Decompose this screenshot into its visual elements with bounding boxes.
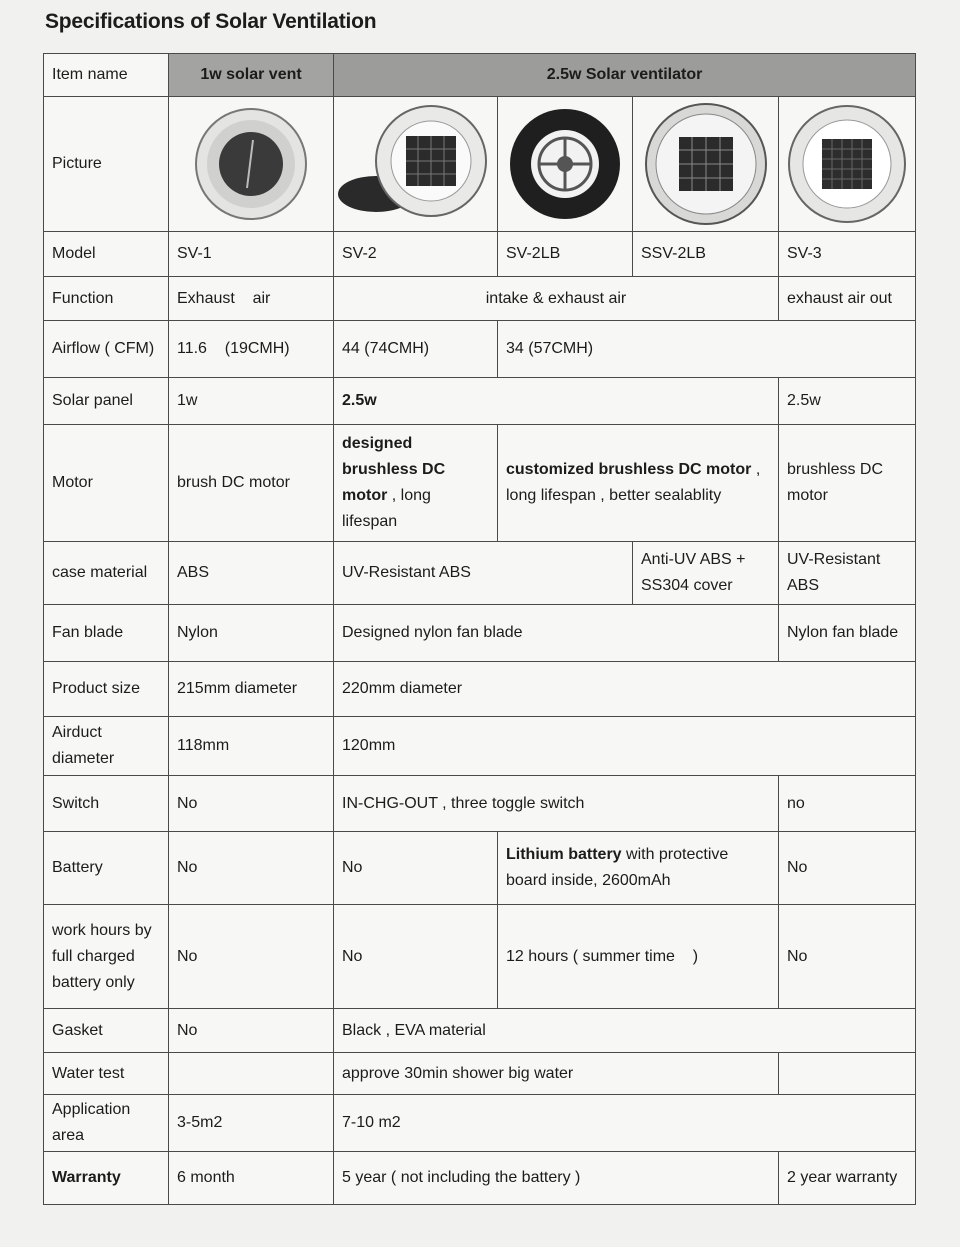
model-sv2lb: SV-2LB (498, 232, 633, 277)
warranty-sv1: 6 month (169, 1152, 334, 1205)
fan-blade-sv3: Nylon fan blade (779, 605, 916, 662)
item-name-label: Item name (44, 54, 169, 97)
water-test-mid: approve 30min shower big water (334, 1053, 779, 1095)
case-material-sv3: UV-Resistant ABS (779, 542, 916, 605)
solar-panel-row (44, 378, 916, 425)
gasket-sv1: No (169, 1009, 334, 1053)
motor-lb-rest: , long lifespan , better sealablity (506, 461, 761, 504)
fan-blade-sv1: Nylon (169, 605, 334, 662)
fan-blade-label: Fan blade (44, 605, 169, 662)
battery-sv2: No (334, 832, 498, 905)
switch-sv1: No (169, 776, 334, 832)
solar-panel-sv1: 1w (169, 378, 334, 425)
spec-table (43, 53, 916, 1205)
gasket-rest: Black , EVA material (334, 1009, 916, 1053)
application-area-label: Application area (44, 1095, 169, 1152)
sv2lb-vent-image (505, 104, 625, 224)
case-material-label: case material (44, 542, 169, 605)
battery-sv3: No (779, 832, 916, 905)
motor-row (44, 425, 916, 542)
product-size-sv1: 215mm diameter (169, 662, 334, 717)
switch-label: Switch (44, 776, 169, 832)
sv3-vent-image (785, 102, 910, 227)
case-material-row (44, 542, 916, 605)
function-sv3: exhaust air out (779, 277, 916, 321)
motor-sv2 (334, 425, 498, 542)
function-row (44, 277, 916, 321)
model-sv3: SV-3 (779, 232, 916, 277)
battery-row (44, 832, 916, 905)
water-test-sv1 (169, 1053, 334, 1095)
water-test-row (44, 1053, 916, 1095)
product-size-row (44, 662, 916, 717)
fan-blade-mid: Designed nylon fan blade (334, 605, 779, 662)
work-hours-row (44, 905, 916, 1009)
airflow-sv1: 11.6 (19CMH) (169, 321, 334, 378)
sv2-vent-image (336, 99, 496, 229)
motor-lb (498, 425, 779, 542)
battery-lb (498, 832, 779, 905)
battery-lb-bold: Lithium battery (506, 846, 622, 863)
header-row (44, 54, 916, 97)
sv1-vent-image (191, 104, 311, 224)
motor-sv2-rest: , long lifespan (342, 487, 431, 530)
sv2lb-picture (498, 97, 633, 232)
model-sv1: SV-1 (169, 232, 334, 277)
application-area-rest: 7-10 m2 (334, 1095, 916, 1152)
battery-sv1: No (169, 832, 334, 905)
model-row (44, 232, 916, 277)
work-hours-sv2: No (334, 905, 498, 1009)
airflow-sv2lb: 34 (57CMH) (498, 321, 916, 378)
motor-lb-bold: customized brushless DC motor (506, 461, 752, 478)
motor-sv2-bold: designed brushless DC motor (342, 435, 446, 504)
function-sv1: Exhaust air (169, 277, 334, 321)
warranty-row (44, 1152, 916, 1205)
application-area-sv1: 3-5m2 (169, 1095, 334, 1152)
application-area-row (44, 1095, 916, 1152)
motor-label: Motor (44, 425, 169, 542)
airduct-row (44, 717, 916, 776)
case-material-mid: UV-Resistant ABS (334, 542, 633, 605)
product-size-label: Product size (44, 662, 169, 717)
product-size-rest: 220mm diameter (334, 662, 916, 717)
solar-panel-sv3: 2.5w (779, 378, 916, 425)
airflow-row (44, 321, 916, 378)
ssv2lb-vent-image (641, 99, 771, 229)
switch-row (44, 776, 916, 832)
switch-sv3: no (779, 776, 916, 832)
warranty-mid: 5 year ( not including the battery ) (334, 1152, 779, 1205)
battery-lb-rest: with protective board inside, 2600mAh (506, 846, 729, 889)
case-material-ssv: Anti-UV ABS + SS304 cover (633, 542, 779, 605)
work-hours-sv1: No (169, 905, 334, 1009)
water-test-sv3 (779, 1053, 916, 1095)
work-hours-lb: 12 hours ( summer time ) (498, 905, 779, 1009)
sv1-picture (169, 97, 334, 232)
airflow-label: Airflow ( CFM) (44, 321, 169, 378)
sv3-picture (779, 97, 916, 232)
page-title: Specifications of Solar Ventilation (45, 10, 377, 33)
water-test-label: Water test (44, 1053, 169, 1095)
model-ssv2lb: SSV-2LB (633, 232, 779, 277)
model-sv2: SV-2 (334, 232, 498, 277)
motor-sv3: brushless DC motor (779, 425, 916, 542)
warranty-sv3: 2 year warranty (779, 1152, 916, 1205)
work-hours-sv3: No (779, 905, 916, 1009)
gasket-row (44, 1009, 916, 1053)
motor-sv1: brush DC motor (169, 425, 334, 542)
solar-panel-label: Solar panel (44, 378, 169, 425)
sv2-picture (334, 97, 498, 232)
gasket-label: Gasket (44, 1009, 169, 1053)
function-mid: intake & exhaust air (334, 277, 779, 321)
sv25-group-header: 2.5w Solar ventilator (334, 54, 916, 97)
ssv2lb-picture (633, 97, 779, 232)
warranty-label: Warranty (44, 1152, 169, 1205)
fan-blade-row (44, 605, 916, 662)
case-material-sv1: ABS (169, 542, 334, 605)
switch-mid: IN-CHG-OUT , three toggle switch (334, 776, 779, 832)
airduct-label: Airduct diameter (44, 717, 169, 776)
picture-label: Picture (44, 97, 169, 232)
airduct-rest: 120mm (334, 717, 916, 776)
picture-row (44, 97, 916, 232)
model-label: Model (44, 232, 169, 277)
solar-panel-mid: 2.5w (334, 378, 779, 425)
function-label: Function (44, 277, 169, 321)
work-hours-label: work hours by full charged battery only (44, 905, 169, 1009)
sv1-group-header: 1w solar vent (169, 54, 334, 97)
battery-label: Battery (44, 832, 169, 905)
airduct-sv1: 118mm (169, 717, 334, 776)
airflow-sv2: 44 (74CMH) (334, 321, 498, 378)
